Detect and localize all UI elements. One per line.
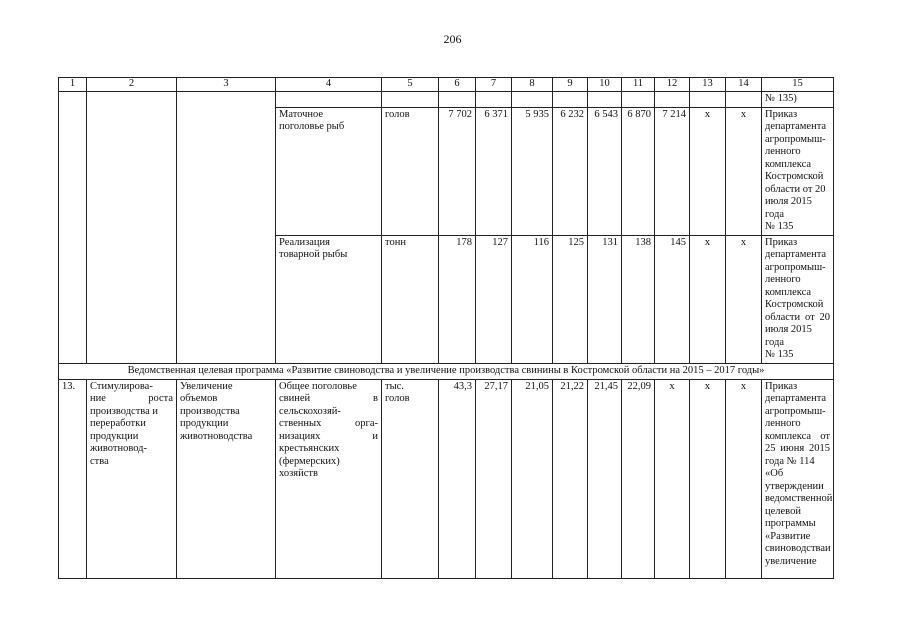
- column-number: 1: [59, 78, 87, 92]
- row-number-cell: [59, 92, 87, 364]
- value-cell: x: [690, 107, 726, 235]
- column-number: 7: [476, 78, 512, 92]
- source-document-cell: Приказ департамента агропромыш- ленного комплекса Костромской области от 20 июля 2015 года № 135: [762, 107, 834, 235]
- column-number: 9: [553, 78, 588, 92]
- goal-cell: Увеличение объемов производства продукции животноводства: [177, 379, 276, 578]
- column-number: 4: [276, 78, 382, 92]
- value-cell: 6 371: [476, 107, 512, 235]
- column-number: 10: [588, 78, 622, 92]
- table-row: [59, 379, 834, 578]
- goal-cell: [177, 92, 276, 364]
- value-cell: 5 935: [512, 107, 553, 235]
- value-cell: x: [690, 379, 726, 578]
- program-indicators-table: [58, 77, 834, 579]
- value-cell: x: [726, 235, 762, 363]
- indicator-cell: Реализация товарной рыбы: [276, 235, 382, 363]
- value-cell: 131: [588, 235, 622, 363]
- value-cell: 178: [439, 235, 476, 363]
- source-document-cell: Приказ департамента агропромыш- ленного комплекса от 25 июня 2015 года № 114 «Об утверждении ведомственной целевой программы «Развитие свиноводства и увеличение: [762, 379, 834, 578]
- column-number: 14: [726, 78, 762, 92]
- source-document-cell: Приказ департамента агропромыш- ленного комплекса Костромской области от 20 июля 2015 года № 135: [762, 235, 834, 363]
- indicator-cell: Общее поголовье свиней в сельскохозяй- ственных орга- низациях и крестьянских (фермерских) хозяйств: [276, 379, 382, 578]
- section-row: [59, 363, 834, 379]
- value-cell: 21,45: [588, 379, 622, 578]
- column-number: 8: [512, 78, 553, 92]
- value-cell: 6 232: [553, 107, 588, 235]
- column-number: 11: [622, 78, 655, 92]
- value-cell: 22,09: [622, 379, 655, 578]
- value-cell: 7 702: [439, 107, 476, 235]
- indicator-cell: [276, 92, 382, 108]
- value-cell: 43,3: [439, 379, 476, 578]
- value-cell: x: [726, 379, 762, 578]
- value-cell: 6 543: [588, 107, 622, 235]
- measure-cell: Стимулирова- ние роста производства и переработки продукции животновод- ства: [87, 379, 177, 578]
- column-number: 2: [87, 78, 177, 92]
- row-number-cell: 13.: [59, 379, 87, 578]
- unit-cell: тонн: [382, 235, 439, 363]
- value-cell: x: [655, 379, 690, 578]
- column-number: 12: [655, 78, 690, 92]
- column-number: 15: [762, 78, 834, 92]
- value-cell: 127: [476, 235, 512, 363]
- value-cell: 27,17: [476, 379, 512, 578]
- value-cell: 125: [553, 235, 588, 363]
- value-cell: x: [690, 235, 726, 363]
- indicator-cell: Маточное поголовье рыб: [276, 107, 382, 235]
- value-cell: x: [726, 107, 762, 235]
- source-document-cell: № 135): [762, 92, 834, 108]
- column-number: 13: [690, 78, 726, 92]
- value-cell: 21,22: [553, 379, 588, 578]
- page-number: 206: [443, 32, 462, 46]
- column-number-row: [59, 78, 834, 92]
- column-number: 3: [177, 78, 276, 92]
- column-number: 6: [439, 78, 476, 92]
- value-cell: 21,05: [512, 379, 553, 578]
- section-title: Ведомственная целевая программа «Развитие свиноводства и увеличение производства свинины в Костромской области на 2015 – 2017 годы»: [59, 363, 834, 379]
- value-cell: 7 214: [655, 107, 690, 235]
- measure-cell: [87, 92, 177, 364]
- value-cell: 6 870: [622, 107, 655, 235]
- value-cell: 138: [622, 235, 655, 363]
- unit-cell: [382, 92, 439, 108]
- value-cell: 145: [655, 235, 690, 363]
- column-number: 5: [382, 78, 439, 92]
- value-cell: 116: [512, 235, 553, 363]
- table-row: [59, 92, 834, 108]
- unit-cell: тыс. голов: [382, 379, 439, 578]
- unit-cell: голов: [382, 107, 439, 235]
